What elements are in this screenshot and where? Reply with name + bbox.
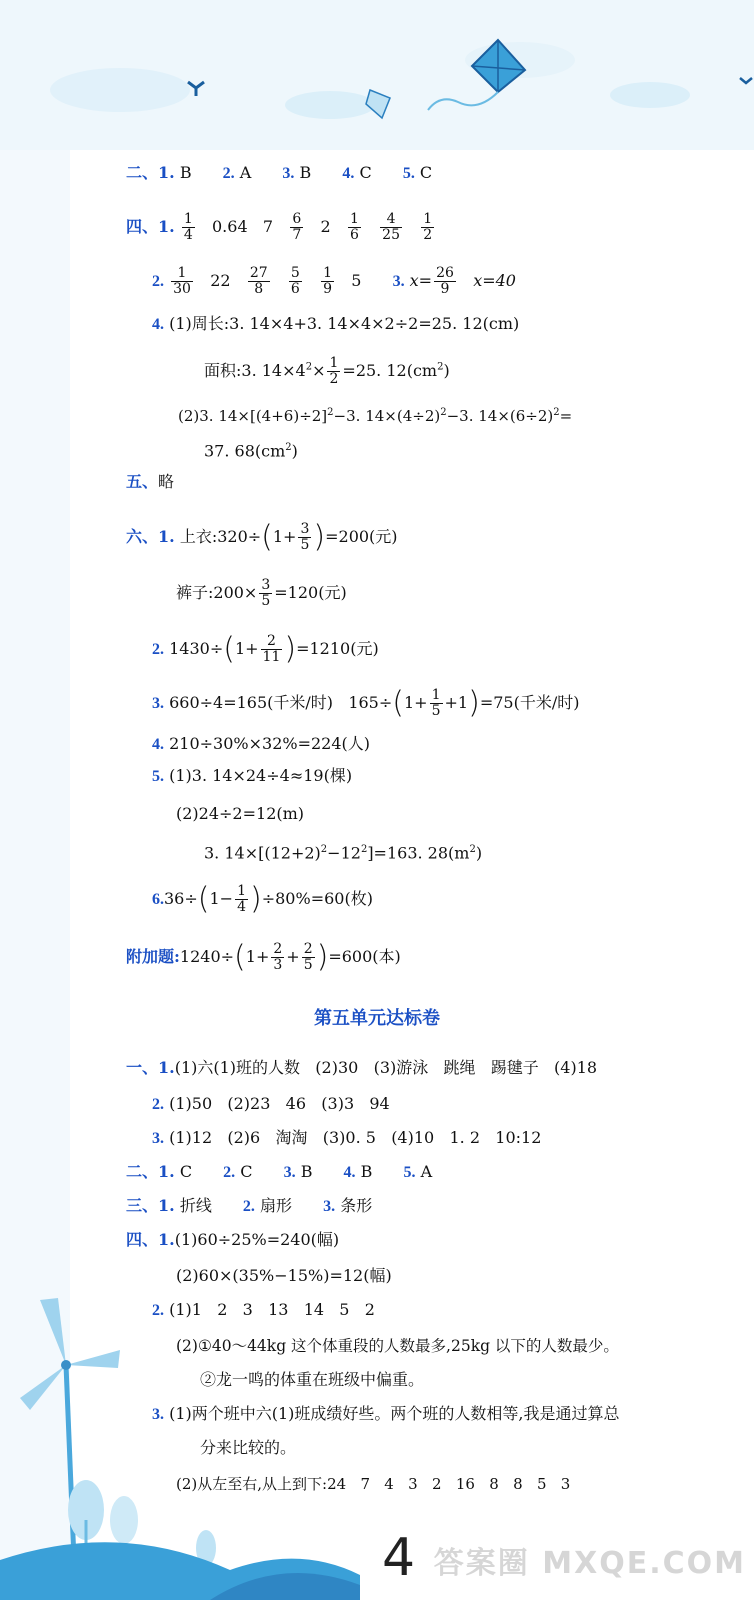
answer-text: −3. 14×(6÷2) <box>446 407 554 425</box>
answer-line-u5-3 <box>126 1196 372 1217</box>
handwritten-page-number: 4 <box>382 1528 416 1588</box>
item-number: 3. <box>152 1406 164 1423</box>
exponent: 2 <box>320 844 328 855</box>
answer-text: =25. 12(cm <box>342 361 438 380</box>
answer-text: (1)60÷25%=240(幅) <box>174 1230 340 1249</box>
answer-text: (1)1 2 3 13 14 5 2 <box>169 1300 375 1319</box>
answer-text: (1)两个班中六(1)班成绩好些。两个班的人数相等,我是通过算总 <box>169 1404 620 1423</box>
item-number: 4. <box>152 736 164 753</box>
answer-value: B <box>299 163 312 182</box>
answer-text: 1+ <box>245 947 270 966</box>
answer-text: (1)3. 14×24÷4≈19(棵) <box>169 766 353 785</box>
fraction: $\frac{2}{3}$ <box>273 941 283 973</box>
answer-line-u5-4-1-2 <box>176 1266 392 1286</box>
answer-text: =120(元) <box>274 583 347 602</box>
answer-line-section4-1 <box>126 212 436 243</box>
answer-line-6-3: 3. 660÷4=165(千米/时) 165÷(1+ $\frac{1}{5}$ +1)=75(千米/时) <box>152 685 580 721</box>
item-number: 6. <box>152 891 164 908</box>
answer-line-u5-4-3 <box>152 1404 620 1425</box>
answer-value: B <box>179 163 192 182</box>
answer-text: (1)50 (2)23 46 (3)3 94 <box>169 1094 390 1113</box>
answer-value: C <box>240 1162 253 1181</box>
answer-text: ) <box>291 441 298 461</box>
section-label: 四、1. <box>126 1230 175 1249</box>
item-number: 3. <box>282 165 295 182</box>
answer-line-u5-1-1 <box>126 1058 597 1078</box>
answer-text: −12 <box>327 843 361 863</box>
answer-text: 1+ <box>272 527 297 546</box>
answer-text: (1)12 (2)6 淘淘 (3)0. 5 (4)10 1. 2 10:12 <box>169 1128 542 1147</box>
section-label: 二、1. <box>126 163 175 182</box>
answer-value: B <box>300 1162 313 1181</box>
answer-line-u5-4-2-3 <box>200 1370 424 1390</box>
answer-text: 3. 14×[(12+2) <box>204 843 321 863</box>
item-number: 3. <box>152 1130 164 1147</box>
item-number: 3. <box>152 695 164 712</box>
fraction: $\frac{1}{2}$ <box>329 355 339 387</box>
answer-line-4-2 <box>178 403 572 426</box>
exponent: 2 <box>305 361 313 373</box>
answer-line-6-6: 6.36÷(1− $\frac{1}{4}$ )÷80%=60(枚) <box>152 881 373 917</box>
answer-text: (2)①40～44kg 这个体重段的人数最多,25kg 以下的人数最少。 <box>176 1337 619 1355</box>
answer-value: A <box>239 163 252 182</box>
answer-text: 1430÷ <box>169 639 224 658</box>
answer-value: C <box>419 163 433 182</box>
answer-text: 上衣:320÷ <box>179 527 262 546</box>
fraction: $\frac{1}{4}$ <box>237 883 246 915</box>
answer-line-u5-1-2 <box>152 1094 390 1115</box>
answer-text: 略 <box>158 472 175 491</box>
answer-line-section2 <box>126 163 432 184</box>
answer-text: = <box>559 407 573 425</box>
answer-text: (2)24÷2=12(m) <box>176 804 305 823</box>
answer-value: 0.64 <box>212 217 248 236</box>
answer-line-6-2: 2. 1430÷(1+ $\frac{2}{11}$ )=1210(元) <box>152 631 379 667</box>
answer-line-6-5-2 <box>176 804 304 824</box>
answer-text: (2)从左至右,从上到下:24 7 4 3 2 16 8 8 5 3 <box>176 1475 571 1493</box>
answer-value: 22 <box>210 271 231 290</box>
answer-text: 1240÷ <box>179 947 235 966</box>
answer-line-u5-4-1 <box>126 1230 339 1250</box>
item-number: 3. <box>283 1164 296 1181</box>
answer-line-6-5-3 <box>204 840 482 863</box>
answer-line-bonus: 附加题:1240÷(1+ $\frac{2}{3}$ + $\frac{2}{5}$ )=600(本) <box>126 939 401 975</box>
fraction: $\frac{26}{9}$ <box>436 265 454 297</box>
answer-text: ) <box>443 361 450 380</box>
answer-line-u5-2 <box>126 1162 432 1183</box>
fraction: $\frac{1}{5}$ <box>431 687 441 719</box>
answer-text: ②龙一鸣的体重在班级中偏重。 <box>200 1370 425 1389</box>
section-label: 三、1. <box>126 1196 175 1215</box>
fraction: $\frac{5}{6}$ <box>290 265 300 297</box>
equation: x=40 <box>473 271 516 290</box>
answer-line-area <box>204 356 450 387</box>
answer-text: =200(元) <box>325 527 398 546</box>
answer-text: (1)周长:3. 14×4+3. 14×4×2÷2=25. 12(cm) <box>169 314 520 333</box>
fraction: $\frac{3}{5}$ <box>300 521 310 553</box>
answer-line-4-1 <box>152 314 519 335</box>
answer-text: 210÷30%×32%=224(人) <box>169 734 371 753</box>
answer-line-u5-4-2 <box>152 1300 375 1321</box>
item-number: 2. <box>223 1164 236 1181</box>
exponent: 2 <box>437 361 444 373</box>
answer-text: =1210(元) <box>296 639 379 658</box>
item-number: 2. <box>242 1198 255 1215</box>
answer-text: 面积:3. 14×4 <box>204 361 306 380</box>
item-number: 5. <box>402 165 415 182</box>
answer-text: 分来比较的。 <box>200 1438 297 1457</box>
exponent: 2 <box>285 442 292 453</box>
section-label: 五、 <box>126 472 159 491</box>
answer-value: 2 <box>320 217 331 236</box>
section-label: 二、1. <box>126 1162 175 1181</box>
answer-line-u5-4-2-2 <box>176 1336 619 1356</box>
fraction: $\frac{1}{30}$ <box>173 265 191 297</box>
answer-value: 扇形 <box>260 1196 293 1215</box>
item-number: 2. <box>222 165 235 182</box>
item-number: 2. <box>152 1096 164 1113</box>
answer-value: 折线 <box>179 1196 212 1215</box>
answer-text: +1 <box>444 693 469 712</box>
fraction: $\frac{2}{5}$ <box>303 941 313 973</box>
answer-text: + <box>286 947 300 966</box>
exponent: 2 <box>440 407 447 418</box>
section-label: 四、1. <box>126 217 175 236</box>
answer-line-6-5 <box>152 766 352 787</box>
exponent: 2 <box>327 407 334 418</box>
answer-value: A <box>420 1162 433 1181</box>
equation-lhs: x= <box>409 271 433 290</box>
fraction: $\frac{1}{9}$ <box>323 265 333 297</box>
item-number: 4. <box>342 165 355 182</box>
answer-text: ÷80%=60(枚) <box>261 889 373 908</box>
exponent: 2 <box>469 844 476 855</box>
item-number: 5. <box>152 768 164 785</box>
item-number: 3. <box>323 1198 336 1215</box>
item-number: 4. <box>152 316 164 333</box>
item-number: 2. <box>152 641 164 658</box>
section-label: 一、1. <box>126 1058 175 1077</box>
answer-value: C <box>359 163 372 182</box>
fraction: $\frac{6}{7}$ <box>292 211 302 243</box>
answer-value: 5 <box>351 271 362 290</box>
answer-text: 1+ <box>403 693 428 712</box>
answer-text: 裤子:200× <box>176 583 258 602</box>
answer-line-section5 <box>126 472 174 492</box>
section-label: 六、1. <box>126 527 175 546</box>
answer-line-4-2-result <box>204 438 298 461</box>
answer-line-section4-2 <box>152 266 516 297</box>
fraction: $\frac{4}{25}$ <box>382 211 400 243</box>
answer-text: ) <box>475 843 483 863</box>
answer-text: 37. 68(cm <box>204 441 286 461</box>
exponent: 2 <box>360 844 368 855</box>
answer-line-pants <box>176 578 347 609</box>
answer-line-u5-1-3 <box>152 1128 541 1149</box>
answer-value: C <box>179 1162 193 1181</box>
answer-text: (2)3. 14×[(4+6)÷2] <box>178 407 328 425</box>
item-number: 2. <box>152 273 164 290</box>
fraction: $\frac{27}{8}$ <box>249 265 268 297</box>
answer-text: × <box>312 361 326 380</box>
answer-text: =75(千米/时) <box>479 693 580 712</box>
answer-value: 条形 <box>340 1196 373 1215</box>
answer-line-section6-1: 六、1. 上衣:320÷(1+ $\frac{3}{5}$ )=200(元) <box>126 519 398 555</box>
watermark: 答案圈 MXQE.COM <box>433 1546 746 1581</box>
item-number: 5. <box>403 1164 416 1181</box>
section-label: 附加题: <box>126 947 180 966</box>
answer-text: −3. 14×(4÷2) <box>333 407 441 425</box>
item-number: 4. <box>343 1164 356 1181</box>
answer-text: (1)六(1)班的人数 (2)30 (3)游泳 跳绳 踢毽子 (4)18 <box>174 1058 598 1077</box>
item-number: 2. <box>152 1302 164 1319</box>
answer-text: (2)60×(35%−15%)=12(幅) <box>176 1266 392 1285</box>
answer-value: 7 <box>262 217 274 236</box>
fraction: $\frac{1}{4}$ <box>183 211 193 243</box>
answer-text: 660÷4=165(千米/时) <box>169 693 334 712</box>
unit-title: 第五单元达标卷 <box>314 1008 440 1029</box>
fraction: $\frac{2}{11}$ <box>262 633 281 665</box>
answer-text: 1+ <box>234 639 259 658</box>
fraction: $\frac{1}{2}$ <box>423 211 433 243</box>
fraction: $\frac{1}{6}$ <box>349 211 359 243</box>
answer-text: ]=163. 28(m <box>367 843 470 863</box>
fraction: $\frac{3}{5}$ <box>261 577 271 609</box>
answer-line-u5-4-3-3 <box>176 1474 570 1494</box>
answer-line-u5-4-3-2 <box>200 1438 296 1458</box>
answer-value: B <box>360 1162 373 1181</box>
answer-text: 36÷ <box>164 889 198 908</box>
answer-line-6-4 <box>152 734 370 755</box>
answer-text: 165÷ <box>348 693 393 712</box>
exponent: 2 <box>553 407 560 418</box>
answer-text: 1− <box>209 889 234 908</box>
answer-text: =600(本) <box>328 947 401 966</box>
item-number: 3. <box>392 273 405 290</box>
